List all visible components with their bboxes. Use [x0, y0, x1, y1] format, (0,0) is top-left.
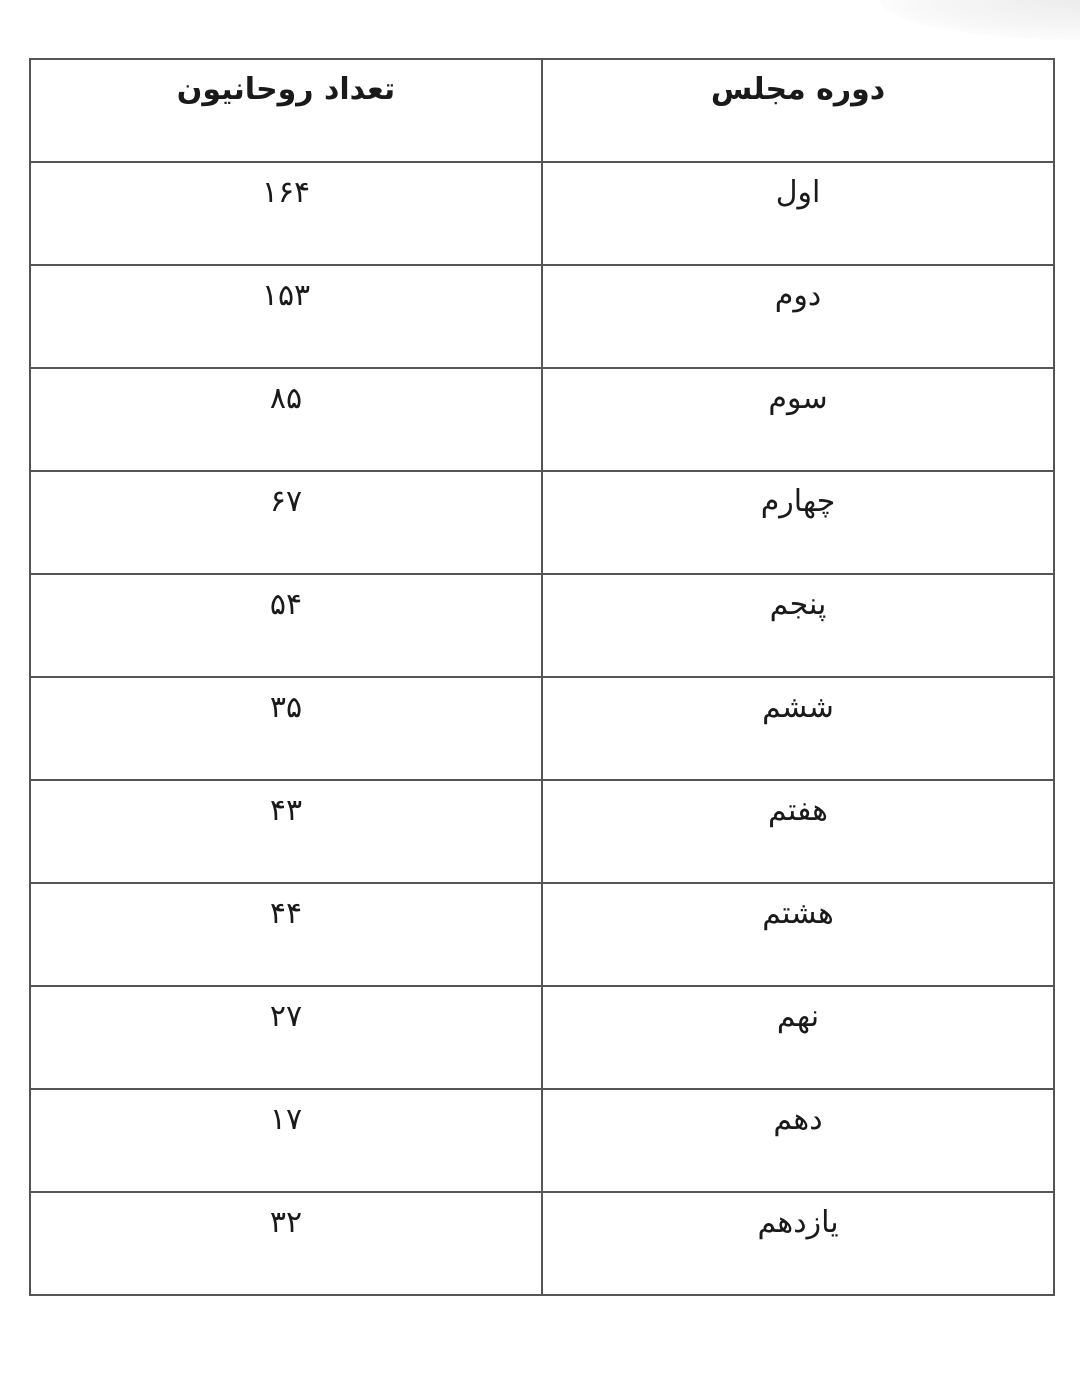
- table-row: [30, 471, 1054, 574]
- parliament-term-cell: دوم: [542, 265, 1054, 368]
- table-row: [30, 368, 1054, 471]
- parliament-term-cell: هشتم: [542, 883, 1054, 986]
- clergy-count-cell: ۶۷: [30, 471, 542, 574]
- parliament-term-cell: نهم: [542, 986, 1054, 1089]
- clergy-count-cell: ۴۳: [30, 780, 542, 883]
- table-row: [30, 265, 1054, 368]
- parliament-term-cell: اول: [542, 162, 1054, 265]
- parliament-term-cell: دهم: [542, 1089, 1054, 1192]
- clergy-per-parliament-table: [29, 58, 1055, 1296]
- table-row: [30, 162, 1054, 265]
- clergy-count-cell: ۴۴: [30, 883, 542, 986]
- table-row: [30, 883, 1054, 986]
- parliament-term-cell: ششم: [542, 677, 1054, 780]
- clergy-count-cell: ۸۵: [30, 368, 542, 471]
- clergy-count-cell: ۱۵۳: [30, 265, 542, 368]
- table-row: [30, 780, 1054, 883]
- header-row: [30, 59, 1054, 162]
- parliament-term-cell: یازدهم: [542, 1192, 1054, 1295]
- clergy-count-cell: ۳۲: [30, 1192, 542, 1295]
- header-clergy-count: تعداد روحانیون: [30, 59, 542, 162]
- parliament-term-cell: سوم: [542, 368, 1054, 471]
- parliament-term-cell: پنجم: [542, 574, 1054, 677]
- table-row: [30, 1192, 1054, 1295]
- parliament-term-cell: هفتم: [542, 780, 1054, 883]
- clergy-count-cell: ۲۷: [30, 986, 542, 1089]
- clergy-count-cell: ۱۷: [30, 1089, 542, 1192]
- table-row: [30, 1089, 1054, 1192]
- header-parliament-term: دوره مجلس: [542, 59, 1054, 162]
- parliament-term-cell: چهارم: [542, 471, 1054, 574]
- clergy-count-cell: ۱۶۴: [30, 162, 542, 265]
- table-row: [30, 677, 1054, 780]
- clergy-count-cell: ۳۵: [30, 677, 542, 780]
- table-row: [30, 986, 1054, 1089]
- table-row: [30, 574, 1054, 677]
- corner-shadow: [880, 0, 1080, 40]
- clergy-count-cell: ۵۴: [30, 574, 542, 677]
